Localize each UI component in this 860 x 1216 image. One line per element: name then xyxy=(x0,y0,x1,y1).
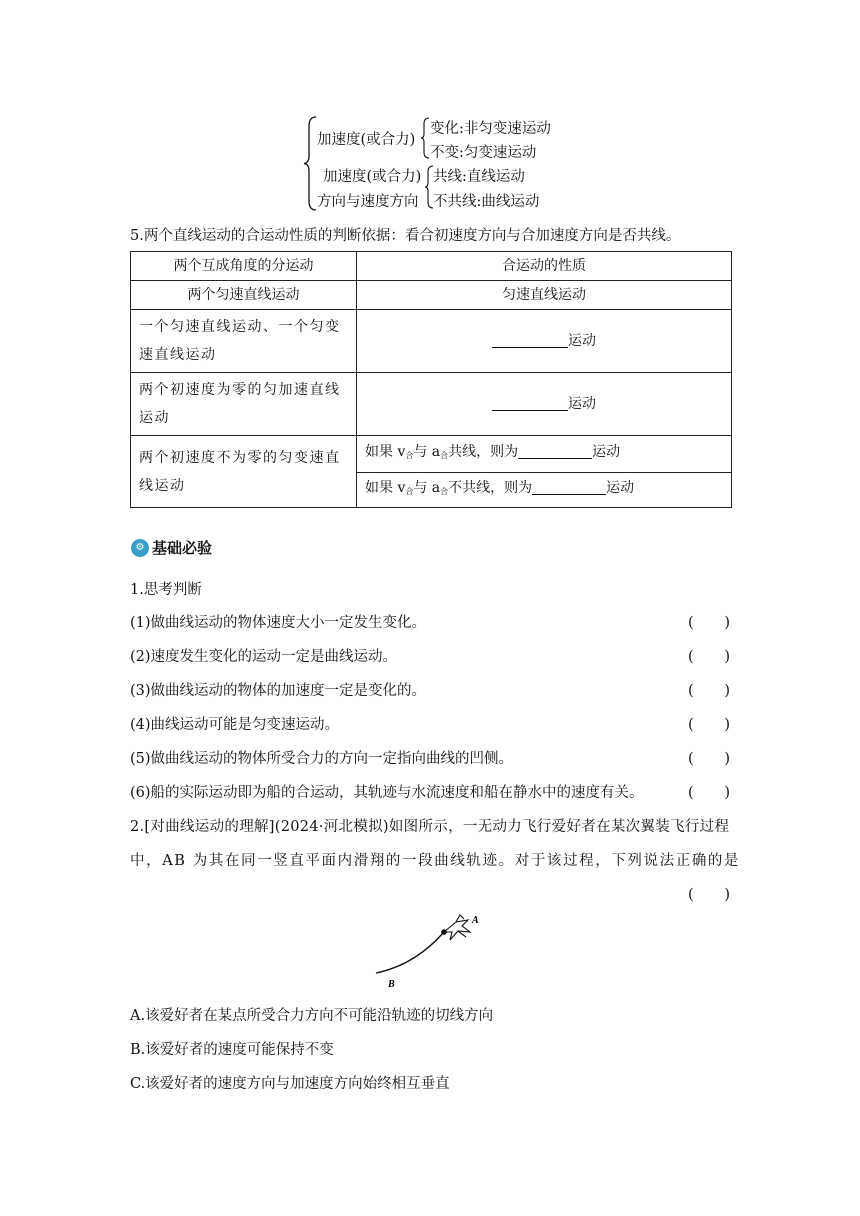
subscript: 合 xyxy=(440,487,449,496)
paren-close: ) xyxy=(724,717,730,733)
judgment-item xyxy=(130,646,730,668)
paren-close: ) xyxy=(724,751,730,767)
cell-text: 不共线，则为 xyxy=(448,480,533,496)
q1-title: 1.思考判断 xyxy=(130,582,202,598)
table-cell xyxy=(357,373,732,436)
judgment-item xyxy=(130,748,730,770)
cell-text: 与 a xyxy=(413,444,441,460)
table-cell: 两个匀速直线运动 xyxy=(131,281,357,310)
judgment-text: (3)做曲线运动的物体的加速度一定是变化的。 xyxy=(130,683,427,699)
subscript: 合 xyxy=(405,487,414,496)
cell-text: 运动 xyxy=(592,444,621,460)
paren-open: ( xyxy=(688,887,694,903)
paren-close: ) xyxy=(724,649,730,665)
judgment-text: (1)做曲线运动的物体速度大小一定发生变化。 xyxy=(130,615,427,631)
table-cell xyxy=(357,310,732,373)
cell-text: 共线，则为 xyxy=(448,444,519,460)
table-header-cell: 两个互成角度的分运动 xyxy=(131,252,357,281)
judgment-item xyxy=(130,782,730,804)
brace-row2-left-a: 加速度(或合力) xyxy=(323,169,422,185)
paren-close: ) xyxy=(724,683,730,699)
table-cell: 两个初速度不为零的匀变速直线运动 xyxy=(131,436,357,508)
judgment-text: (6)船的实际运动即为船的合运动，其轨迹与水流速度和船在静水中的速度有关。 xyxy=(130,785,644,801)
q2-answer-row xyxy=(130,884,730,906)
subscript: 合 xyxy=(405,451,414,460)
table-cell: 一个匀速直线运动、一个匀变速直线运动 xyxy=(131,310,357,373)
blank-suffix: 运动 xyxy=(568,333,596,349)
paren-open: ( xyxy=(688,615,694,631)
option-b[interactable]: B.该爱好者的速度可能保持不变 xyxy=(130,1042,334,1058)
table-cell xyxy=(357,436,732,473)
q2-stem-line1: 2.[对曲线运动的理解](2024·河北模拟)如图所示，一无动力飞行爱好者在某次翼装飞行过程 xyxy=(130,819,730,835)
answer-blank[interactable] xyxy=(492,332,568,348)
table-row xyxy=(131,281,732,310)
table-cell: 两个初速度为零的匀加速直线运动 xyxy=(131,373,357,436)
paren-close: ) xyxy=(724,615,730,631)
trajectory-figure xyxy=(370,910,490,992)
option-c[interactable]: C.该爱好者的速度方向与加速度方向始终相互垂直 xyxy=(130,1076,450,1092)
formula-badge-icon: ⚙ xyxy=(131,539,149,557)
paren-open: ( xyxy=(688,751,694,767)
brace-row1-left: 加速度(或合力) xyxy=(317,132,416,148)
small-brace-icon xyxy=(420,117,430,159)
table-cell xyxy=(357,473,732,508)
q2-stem-line2: 中，AB 为其在同一竖直平面内滑翔的一段曲线轨迹。对于该过程，下列说法正确的是 xyxy=(130,853,741,869)
large-brace-icon xyxy=(302,116,318,211)
paren-open: ( xyxy=(688,785,694,801)
table-header-row xyxy=(131,252,732,281)
answer-blank[interactable] xyxy=(492,395,568,411)
brace-row2-left-b: 方向与速度方向 xyxy=(317,194,419,210)
trajectory-curve xyxy=(376,932,444,973)
judgment-item xyxy=(130,612,730,634)
subscript: 合 xyxy=(440,451,449,460)
motion-properties-table xyxy=(130,251,732,508)
item-5: 5.两个直线运动的合运动性质的判断依据：看合初速度方向与合加速度方向是否共线。 xyxy=(130,228,681,244)
judgment-text: (5)做曲线运动的物体所受合力的方向一定指向曲线的凹侧。 xyxy=(130,751,514,767)
brace-row2-b: 不共线:曲线运动 xyxy=(433,194,540,210)
table-row xyxy=(131,436,732,473)
wingsuit-flyer-icon xyxy=(444,915,470,940)
table-cell: 匀速直线运动 xyxy=(357,281,732,310)
judgment-item xyxy=(130,680,730,702)
table-row xyxy=(131,310,732,373)
answer-parentheses[interactable] xyxy=(688,612,730,634)
judgment-item xyxy=(130,714,730,736)
brace-row1-a: 变化:非匀变速运动 xyxy=(430,121,551,137)
table-header-cell: 合运动的性质 xyxy=(357,252,732,281)
brace-row2-a: 共线:直线运动 xyxy=(433,169,525,185)
answer-blank[interactable] xyxy=(532,479,606,495)
answer-parentheses[interactable] xyxy=(688,714,730,736)
cell-text: 运动 xyxy=(606,480,635,496)
answer-blank[interactable] xyxy=(518,443,592,459)
paren-open: ( xyxy=(688,649,694,665)
cell-text: 与 a xyxy=(413,480,441,496)
option-a[interactable]: A.该爱好者在某点所受合力方向不可能沿轨迹的切线方向 xyxy=(130,1008,494,1024)
judgment-text: (2)速度发生变化的运动一定是曲线运动。 xyxy=(130,649,398,665)
figure-label-a: A xyxy=(472,915,479,926)
cell-text: 如果 v xyxy=(365,444,406,460)
answer-parentheses[interactable] xyxy=(688,680,730,702)
cell-text: 如果 v xyxy=(365,480,406,496)
paren-open: ( xyxy=(688,717,694,733)
brace-row1-b: 不变:匀变速运动 xyxy=(430,145,537,161)
paren-close: ) xyxy=(724,785,730,801)
answer-parentheses[interactable] xyxy=(688,748,730,770)
answer-parentheses[interactable] xyxy=(688,884,730,906)
section-title: 基础必验 xyxy=(152,539,213,557)
paren-close: ) xyxy=(724,887,730,903)
blank-suffix: 运动 xyxy=(568,396,596,412)
paren-open: ( xyxy=(688,683,694,699)
table-row xyxy=(131,373,732,436)
judgment-text: (4)曲线运动可能是匀变速运动。 xyxy=(130,717,340,733)
section-heading xyxy=(131,537,212,558)
figure-label-b: B xyxy=(388,979,395,990)
answer-parentheses[interactable] xyxy=(688,782,730,804)
answer-parentheses[interactable] xyxy=(688,646,730,668)
